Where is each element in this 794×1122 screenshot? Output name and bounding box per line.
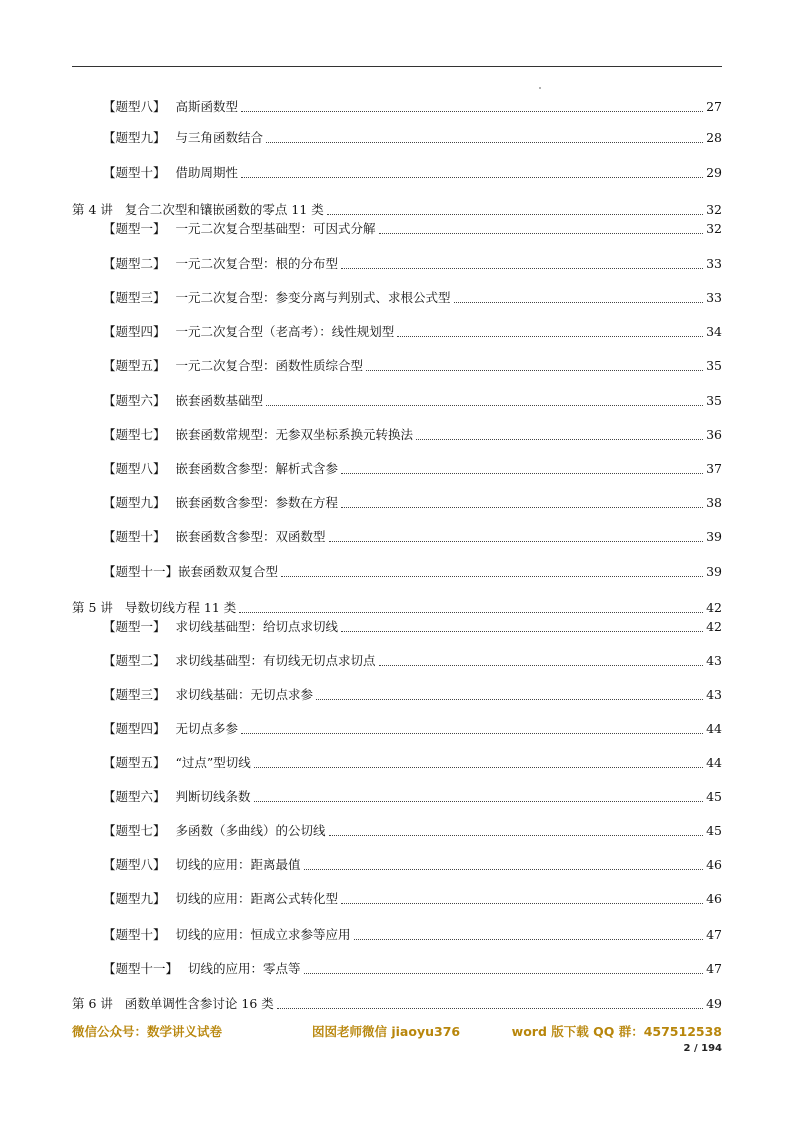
dot-leader xyxy=(281,576,703,577)
dot-leader xyxy=(341,903,703,904)
entry-type-tag: 【题型二】 xyxy=(103,256,166,271)
entry-page-number: 43 xyxy=(706,687,722,702)
toc-chapter-entry[interactable] xyxy=(72,598,722,616)
entry-type-tag: 【题型九】 xyxy=(103,891,166,906)
dot-leader xyxy=(239,612,703,613)
footer-bar xyxy=(72,1022,722,1040)
toc-entry[interactable] xyxy=(103,925,722,943)
toc-entry[interactable] xyxy=(103,97,722,115)
dot-leader xyxy=(341,631,703,632)
entry-type-tag: 【题型八】 xyxy=(103,461,166,476)
entry-title: 切线的应用：距离公式转化型 xyxy=(175,891,339,906)
toc-entry[interactable] xyxy=(103,685,722,703)
entry-type-tag: 【题型一】 xyxy=(103,619,166,634)
entry-page-number: 42 xyxy=(706,619,722,634)
dot-leader xyxy=(266,405,703,406)
entry-title: 嵌套函数常规型：无参双坐标系换元转换法 xyxy=(175,427,414,442)
dot-leader xyxy=(266,142,703,143)
toc-entry[interactable] xyxy=(103,493,722,511)
dot-leader xyxy=(241,177,703,178)
entry-title: 与三角函数结合 xyxy=(175,130,264,145)
entry-title: 一元二次复合型（老高考）：线性规划型 xyxy=(175,324,395,339)
entry-title: 高斯函数型 xyxy=(175,99,239,114)
entry-type-tag: 【题型三】 xyxy=(103,687,166,702)
entry-type-tag: 【题型二】 xyxy=(103,653,166,668)
chapter-title: 函数单调性含参讨论 16 类 xyxy=(124,996,274,1011)
toc-entry[interactable] xyxy=(103,855,722,873)
dot-leader xyxy=(397,336,703,337)
entry-title: 切线的应用：零点等 xyxy=(188,961,301,976)
entry-type-tag: 【题型九】 xyxy=(103,130,166,145)
toc-entry[interactable] xyxy=(103,459,722,477)
entry-type-tag: 【题型一】 xyxy=(103,221,166,236)
chapter-number: 第 6 讲 xyxy=(72,996,113,1011)
entry-page-number: 46 xyxy=(706,891,722,906)
entry-page-number: 32 xyxy=(706,221,722,236)
entry-title: 无切点多参 xyxy=(175,721,239,736)
entry-title: 切线的应用：距离最值 xyxy=(175,857,301,872)
toc-entry[interactable] xyxy=(103,787,722,805)
entry-page-number: 43 xyxy=(706,653,722,668)
toc-entry[interactable] xyxy=(103,527,722,545)
entry-page-number: 44 xyxy=(706,721,722,736)
toc-entry[interactable] xyxy=(103,288,722,306)
entry-page-number: 33 xyxy=(706,256,722,271)
entry-title: 判断切线条数 xyxy=(175,789,251,804)
page-number: 2 / 194 xyxy=(683,1043,722,1054)
entry-type-tag: 【题型七】 xyxy=(103,823,166,838)
toc-entry[interactable] xyxy=(103,651,722,669)
chapter-number: 第 4 讲 xyxy=(72,202,113,217)
entry-page-number: 38 xyxy=(706,495,722,510)
entry-page-number: 47 xyxy=(706,927,722,942)
entry-title: 多函数（多曲线）的公切线 xyxy=(175,823,326,838)
entry-type-tag: 【题型十】 xyxy=(103,927,166,942)
toc-entry[interactable] xyxy=(103,128,722,146)
dot-leader xyxy=(366,370,703,371)
entry-type-tag: 【题型十】 xyxy=(103,165,166,180)
dot-leader xyxy=(304,973,704,974)
entry-title: 一元二次复合型：参变分离与判别式、求根公式型 xyxy=(175,290,451,305)
entry-title: 嵌套函数双复合型 xyxy=(178,564,279,579)
entry-type-tag: 【题型六】 xyxy=(103,393,166,408)
toc-entry[interactable] xyxy=(103,889,722,907)
dot-leader xyxy=(241,111,703,112)
entry-page-number: 34 xyxy=(706,324,722,339)
entry-title: “过点”型切线 xyxy=(175,755,251,770)
entry-type-tag: 【题型八】 xyxy=(103,857,166,872)
dot-leader xyxy=(354,939,704,940)
toc-entry[interactable] xyxy=(103,322,722,340)
entry-page-number: 42 xyxy=(706,600,722,615)
entry-type-tag: 【题型四】 xyxy=(103,324,166,339)
toc-entry[interactable] xyxy=(103,719,722,737)
toc-entry[interactable] xyxy=(103,391,722,409)
chapter-title: 导数切线方程 11 类 xyxy=(124,600,237,615)
toc-entry[interactable] xyxy=(103,163,722,181)
entry-title: 求切线基础型：有切线无切点求切点 xyxy=(175,653,376,668)
entry-title: 嵌套函数含参型：双函数型 xyxy=(175,529,326,544)
entry-title: 一元二次复合型：函数性质综合型 xyxy=(175,358,364,373)
dot-leader xyxy=(379,233,704,234)
entry-type-tag: 【题型五】 xyxy=(103,755,166,770)
entry-title: 求切线基础型：给切点求切线 xyxy=(175,619,339,634)
dot-leader xyxy=(329,541,704,542)
chapter-title: 复合二次型和镶嵌函数的零点 11 类 xyxy=(124,202,324,217)
entry-type-tag: 【题型六】 xyxy=(103,789,166,804)
entry-type-tag: 【题型十】 xyxy=(103,529,166,544)
entry-page-number: 39 xyxy=(706,529,722,544)
entry-title: 嵌套函数含参型：解析式含参 xyxy=(175,461,339,476)
dot-leader xyxy=(254,801,704,802)
entry-page-number: 35 xyxy=(706,358,722,373)
entry-page-number: 32 xyxy=(706,202,722,217)
dot-leader xyxy=(277,1008,703,1009)
toc-entry[interactable] xyxy=(103,254,722,272)
entry-page-number: 44 xyxy=(706,755,722,770)
entry-type-tag: 【题型三】 xyxy=(103,290,166,305)
dot-leader xyxy=(341,507,703,508)
toc-entry[interactable] xyxy=(103,356,722,374)
dot-leader xyxy=(316,699,703,700)
entry-page-number: 47 xyxy=(706,961,722,976)
entry-title: 一元二次复合型基础型：可因式分解 xyxy=(175,221,376,236)
entry-type-tag: 【题型七】 xyxy=(103,427,166,442)
toc-entry[interactable] xyxy=(103,821,722,839)
entry-type-tag: 【题型八】 xyxy=(103,99,166,114)
entry-page-number: 45 xyxy=(706,823,722,838)
chapter-number: 第 5 讲 xyxy=(72,600,113,615)
entry-title: 嵌套函数基础型 xyxy=(175,393,264,408)
entry-page-number: 36 xyxy=(706,427,722,442)
toc-entry[interactable] xyxy=(103,959,722,977)
entry-page-number: 28 xyxy=(706,130,722,145)
dot-leader xyxy=(241,733,703,734)
entry-page-number: 49 xyxy=(706,996,722,1011)
entry-page-number: 35 xyxy=(706,393,722,408)
toc-chapter-entry[interactable] xyxy=(72,200,722,218)
toc-entry[interactable] xyxy=(103,617,722,635)
footer-qq-group: word 版下载 QQ 群：457512538 xyxy=(511,1024,722,1039)
footer-wechat-account: 微信公众号：数学讲义试卷 xyxy=(72,1024,223,1039)
entry-type-tag: 【题型四】 xyxy=(103,721,166,736)
toc-entry[interactable] xyxy=(103,753,722,771)
entry-page-number: 45 xyxy=(706,789,722,804)
toc-entry[interactable] xyxy=(103,425,722,443)
entry-title: 求切线基础：无切点求参 xyxy=(175,687,314,702)
toc-chapter-entry[interactable] xyxy=(72,994,722,1012)
dot-leader xyxy=(254,767,703,768)
entry-page-number: 27 xyxy=(706,99,722,114)
dot-leader xyxy=(304,869,704,870)
dot-leader xyxy=(329,835,704,836)
entry-title: 借助周期性 xyxy=(175,165,239,180)
entry-title: 一元二次复合型：根的分布型 xyxy=(175,256,339,271)
entry-page-number: 29 xyxy=(706,165,722,180)
entry-page-number: 33 xyxy=(706,290,722,305)
dot-leader xyxy=(416,439,703,440)
dot-leader xyxy=(379,665,704,666)
entry-page-number: 39 xyxy=(706,564,722,579)
dot-leader xyxy=(341,473,703,474)
entry-type-tag: 【题型五】 xyxy=(103,358,166,373)
entry-type-tag: 【题型九】 xyxy=(103,495,166,510)
entry-type-tag: 【题型十一】 xyxy=(103,961,179,976)
toc-entry[interactable] xyxy=(103,219,722,237)
entry-page-number: 46 xyxy=(706,857,722,872)
entry-title: 切线的应用：恒成立求参等应用 xyxy=(175,927,351,942)
dot-leader xyxy=(327,214,703,215)
entry-page-number: 37 xyxy=(706,461,722,476)
toc-entry[interactable] xyxy=(103,562,722,580)
dot-leader xyxy=(341,268,703,269)
dot-leader xyxy=(454,302,704,303)
entry-title: 嵌套函数含参型：参数在方程 xyxy=(175,495,339,510)
entry-type-tag: 【题型十一】 xyxy=(103,564,179,579)
footer-teacher-wechat: 囡囡老师微信 jiaoyu376 xyxy=(312,1024,461,1039)
